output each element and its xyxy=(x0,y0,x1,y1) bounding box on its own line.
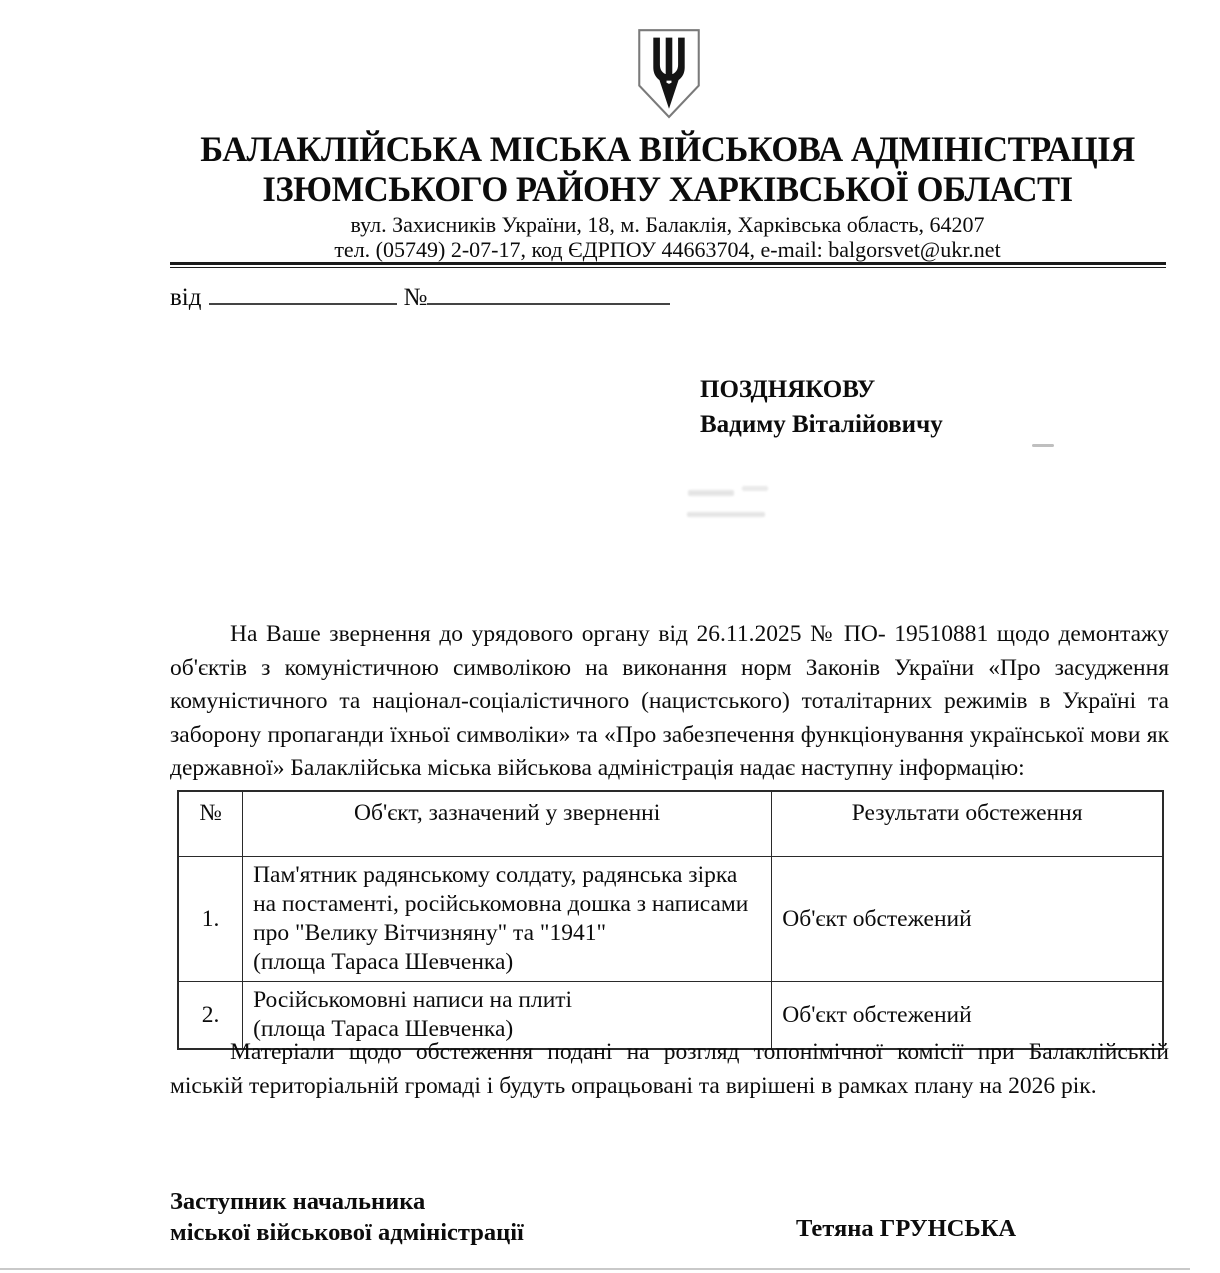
letterhead-divider xyxy=(170,262,1166,268)
number-label: № xyxy=(403,284,428,311)
addressee-given-name: Вадиму Віталійовичу xyxy=(700,411,943,438)
redacted-text-remnant xyxy=(742,486,768,491)
body-paragraph-2: Матеріали щодо обстеження подані на розгляд топонімічної комісії при Балаклійській міській територіальній громаді і будуть опрацьовані та вирішені в рамках плану на 2026 рік. xyxy=(170,1039,1169,1099)
signer-position-line2: міської військової адміністрації xyxy=(170,1219,524,1246)
table-row xyxy=(178,857,1163,982)
ukraine-trident-icon xyxy=(631,16,707,132)
redacted-text-remnant xyxy=(687,512,765,517)
date-blank-field xyxy=(209,281,397,305)
scan-edge-artifact xyxy=(0,1268,1190,1270)
object-description: Пам'ятник радянському солдату, радянська зірка на постаменті, російськомовна дошка з написами про "Велику Вітчизняну" та "1941" xyxy=(253,862,749,946)
object-location: (площа Тараса Шевченка) xyxy=(253,949,514,975)
survey-results-table xyxy=(177,790,1164,1050)
addressee-block xyxy=(700,372,943,442)
row-result-cell: Об'єкт обстежений xyxy=(772,982,1163,1050)
table-header-row xyxy=(178,791,1163,857)
signer-position xyxy=(170,1186,524,1248)
object-location: (площа Тараса Шевченка) xyxy=(253,1016,514,1042)
body-paragraph-1: На Ваше звернення до урядового органу від 26.11.2025 № ПО- 19510881 щодо демонтажу об'єктів з комуністичною символікою на виконання норм Законів України «Про засудження комуністичного та націонал-соціалістичного (нацистського) тоталітарних режимів в Україні та заборону пропаганди їхньої символіки» та «Про забезпечення функціонування української мови як державної» Балаклійська міська військова адміністрація надає наступну інформацію: xyxy=(170,621,1169,781)
row-number: 1. xyxy=(178,857,243,982)
organization-name-line1: БАЛАКЛІЙСЬКА МІСЬКА ВІЙСЬКОВА АДМІНІСТРАЦІЯ xyxy=(200,129,1135,169)
organization-contacts: тел. (05749) 2-07-17, код ЄДРПОУ 44663704, e-mail: balgorsvet@ukr.net xyxy=(334,237,1001,262)
date-label: від xyxy=(170,284,202,311)
organization-name-line2: ІЗЮМСЬКОГО РАЙОНУ ХАРКІВСЬКОЇ ОБЛАСТІ xyxy=(262,169,1073,209)
header-result: Результати обстеження xyxy=(772,791,1163,857)
row-object-cell xyxy=(243,857,772,982)
redacted-text-remnant xyxy=(688,490,734,496)
reference-line xyxy=(170,281,670,312)
redacted-text-remnant xyxy=(1032,444,1054,447)
signature-block xyxy=(170,1186,1166,1250)
signer-name: Тетяна ГРУНСЬКА xyxy=(796,1215,1017,1242)
object-description: Російськомовні написи на плиті xyxy=(253,987,573,1013)
number-blank-field xyxy=(427,281,670,305)
row-result-cell: Об'єкт обстежений xyxy=(772,857,1163,982)
header-object: Об'єкт, зазначений у зверненні xyxy=(243,791,772,857)
addressee-surname: ПОЗДНЯКОВУ xyxy=(700,376,876,403)
signer-position-line1: Заступник начальника xyxy=(170,1188,426,1215)
organization-address: вул. Захисників України, 18, м. Балаклія, Харківська область, 64207 xyxy=(350,212,985,237)
header-number: № xyxy=(178,791,243,857)
row-number: 2. xyxy=(178,982,243,1050)
